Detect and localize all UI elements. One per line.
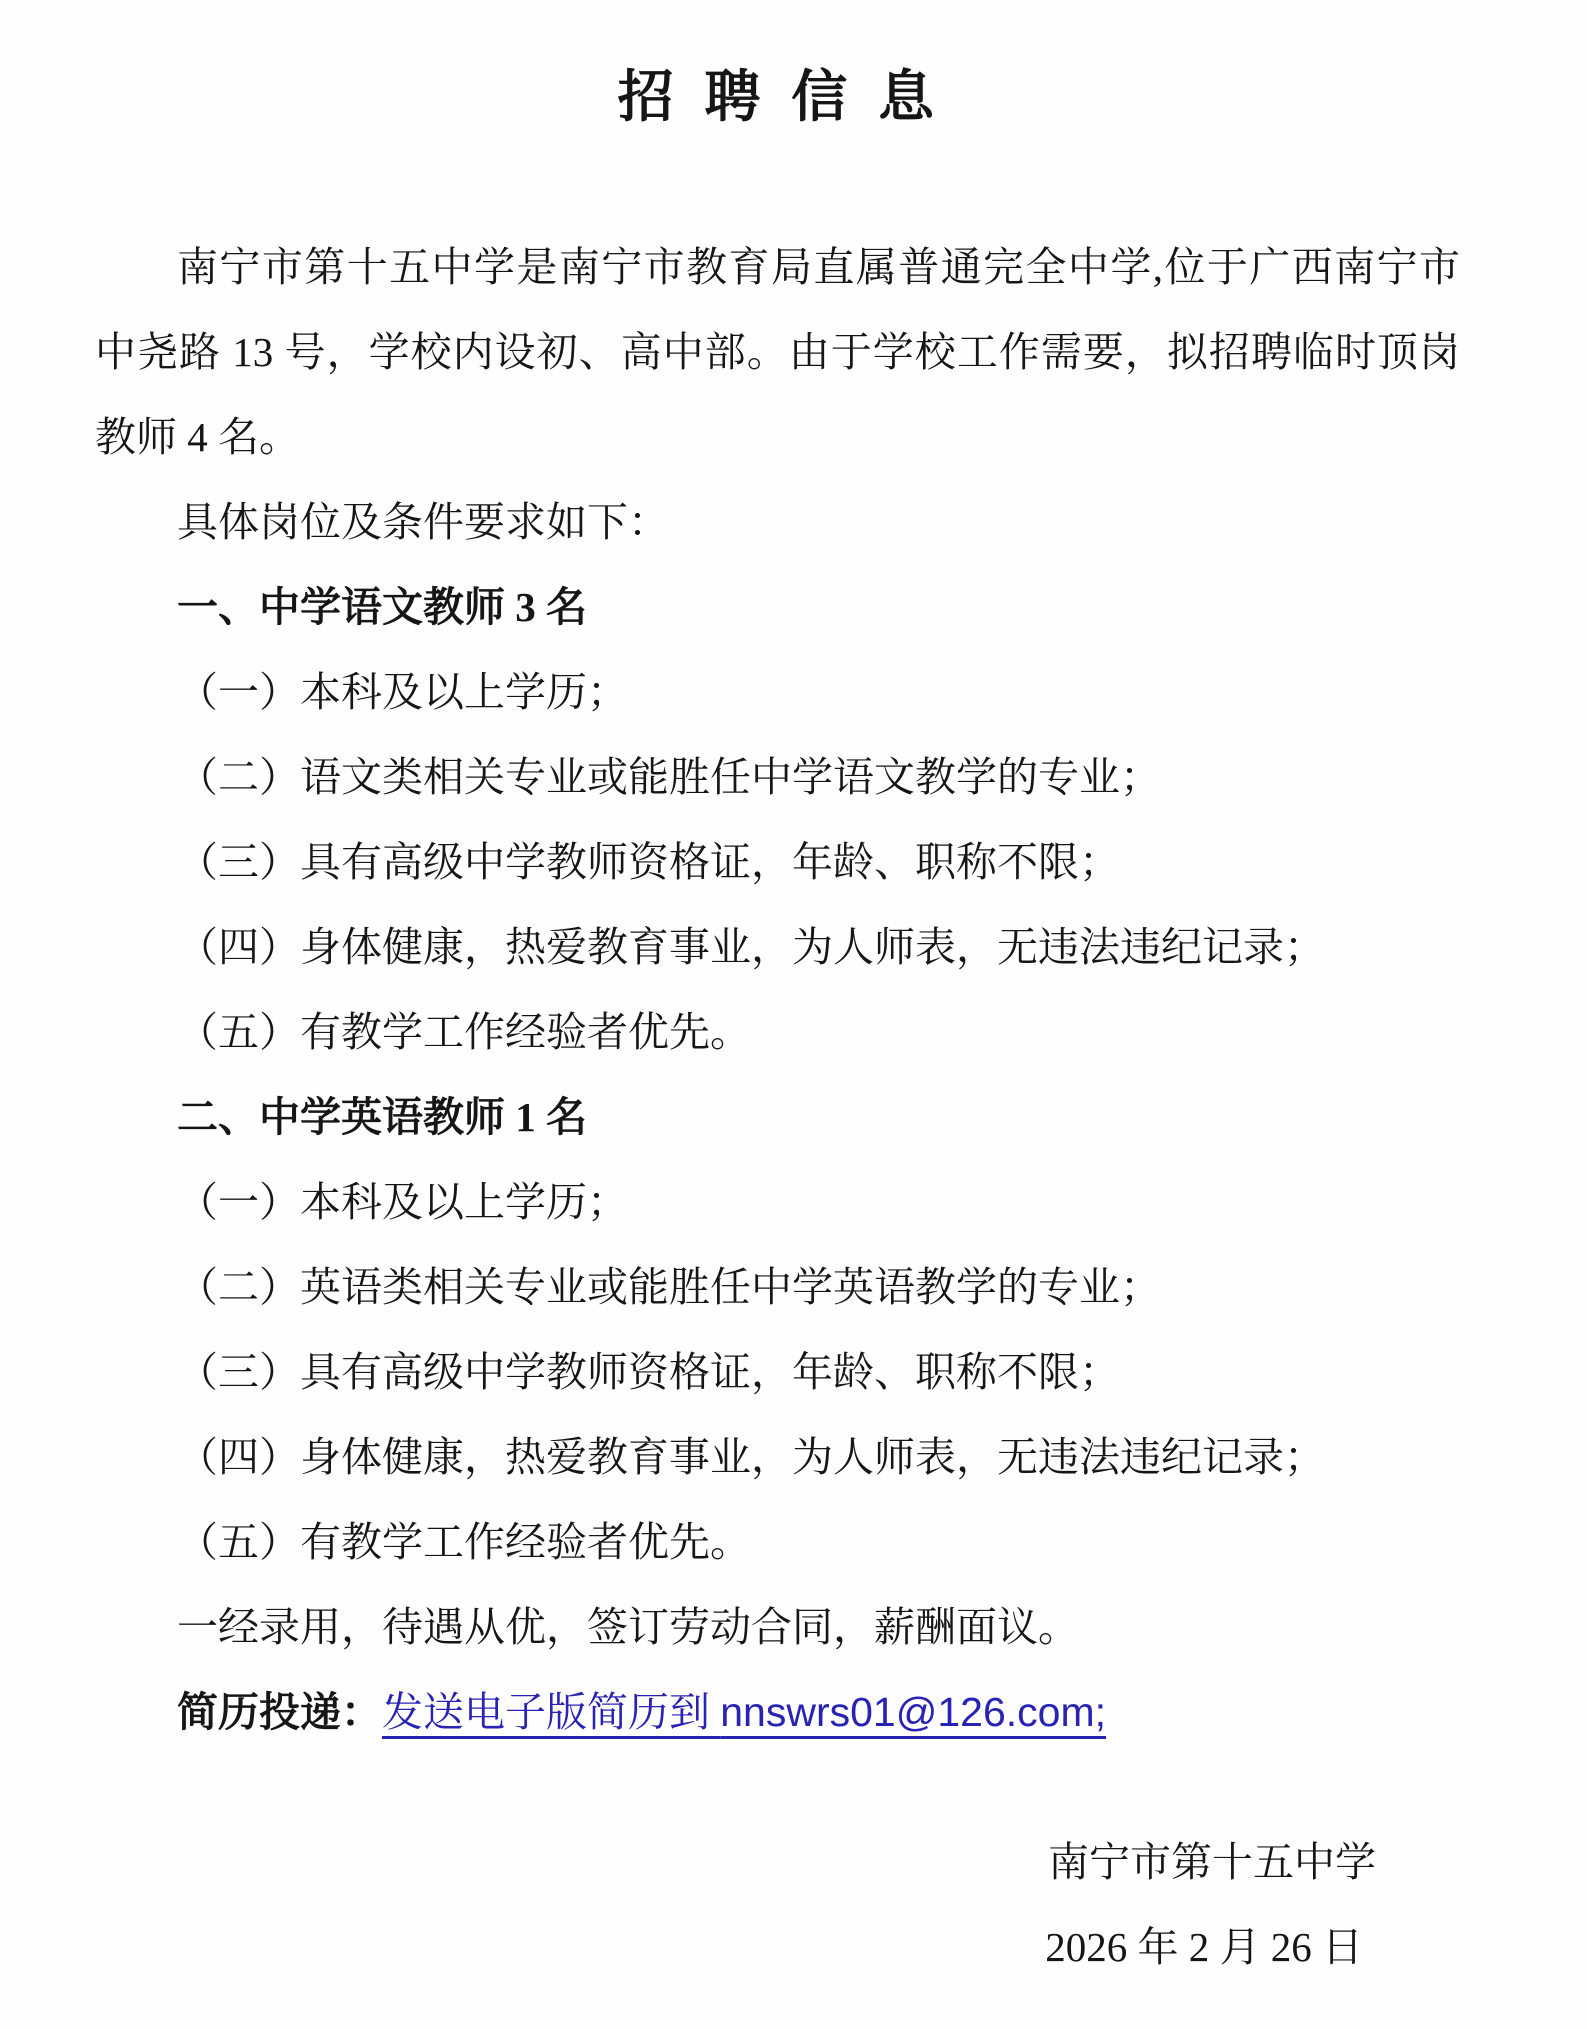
section-2-heading: 二、中学英语教师 1 名 <box>177 1094 587 1140</box>
intro-line-3: 教师 4 名。 <box>95 414 300 460</box>
pre-list-line: 具体岗位及条件要求如下： <box>177 499 669 545</box>
section-1-item-2: （二）语文类相关专业或能胜任中学语文教学的专业； <box>177 754 1161 800</box>
intro-line-1: 南宁市第十五中学是南宁市教育局直属普通完全中学,位于广西南宁市 <box>177 244 1460 290</box>
page-title: 招 聘 信 息 <box>617 67 938 129</box>
resume-email-link[interactable] <box>382 1689 1106 1735</box>
intro-line-2: 中尧路 13 号，学校内设初、高中部。由于学校工作需要，拟招聘临时顶岗 <box>95 329 1460 375</box>
resume-label: 简历投递： <box>177 1689 382 1735</box>
section-2-item-4: （四）身体健康，热爱教育事业，为人师表，无违法违纪记录； <box>177 1434 1325 1480</box>
section-1-item-5: （五）有教学工作经验者优先。 <box>177 1009 751 1055</box>
document-body <box>95 225 1460 1990</box>
section-2-item-2: （二）英语类相关专业或能胜任中学英语教学的专业； <box>177 1264 1161 1310</box>
section-2-item-5: （五）有教学工作经验者优先。 <box>177 1519 751 1565</box>
section-1-item-3: （三）具有高级中学教师资格证，年龄、职称不限； <box>177 839 1120 885</box>
section-1-item-4: （四）身体健康，热爱教育事业，为人师表，无违法违纪记录； <box>177 924 1325 970</box>
section-2-item-3: （三）具有高级中学教师资格证，年龄、职称不限； <box>177 1349 1120 1395</box>
signature-date: 2026 年 2 月 26 日 <box>1045 1924 1363 1970</box>
closing-line: 一经录用，待遇从优，签订劳动合同，薪酬面议。 <box>177 1604 1079 1650</box>
signature-block <box>95 1820 1460 1990</box>
resume-email-address: nnswrs01@126.com; <box>720 1689 1106 1735</box>
section-2-item-1: （一）本科及以上学历； <box>177 1179 628 1225</box>
resume-link-text: 发送电子版简历到 <box>382 1689 721 1735</box>
section-1-heading: 一、中学语文教师 3 名 <box>177 584 587 630</box>
resume-line <box>95 1670 1460 1755</box>
signature-organization: 南宁市第十五中学 <box>1048 1839 1376 1885</box>
section-1-item-1: （一）本科及以上学历； <box>177 669 628 715</box>
